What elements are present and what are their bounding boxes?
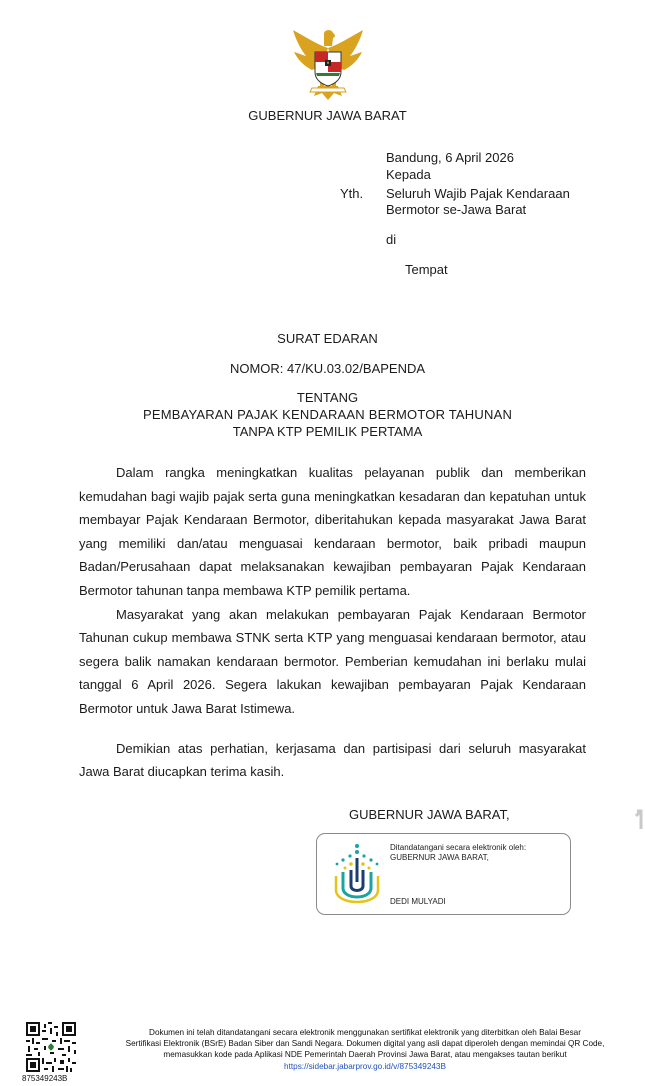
tentang-label: TENTANG bbox=[296, 390, 359, 405]
recipient-line-2: Bermotor se-Jawa Barat bbox=[386, 202, 527, 217]
letter-body bbox=[79, 461, 586, 784]
paragraph-3: Demikian atas perhatian, kerjasama dan partisipasi dari seluruh masyarakat Jawa Barat diucapkan terima kasih. bbox=[79, 740, 586, 780]
footer-verification-link[interactable]: https://sidebar.jabarprov.go.id/v/875349243B bbox=[284, 1061, 446, 1071]
esign-title: GUBERNUR JAWA BARAT, bbox=[390, 853, 489, 862]
recipient-line-1: Seluruh Wajib Pajak Kendaraan bbox=[386, 186, 570, 201]
qr-code-icon bbox=[26, 1022, 76, 1072]
signatory-title: GUBERNUR JAWA BARAT, bbox=[349, 807, 510, 822]
document-number: NOMOR: 47/KU.03.02/BAPENDA bbox=[229, 361, 426, 376]
tempat-label: Tempat bbox=[405, 262, 448, 277]
subject-line-2: TANPA KTP PEMILIK PERTAMA bbox=[232, 424, 423, 439]
page-edge-mark bbox=[632, 808, 645, 832]
qr-code-text: 875349243B bbox=[22, 1074, 68, 1083]
footer-line-3: memasukkan kode pada Aplikasi NDE Pemerintah Daerah Provinsi Jawa Barat, atau mengakses tautan berikut bbox=[163, 1050, 567, 1060]
kepada-label: Kepada bbox=[386, 167, 431, 182]
footer-line-2: Sertifikasi Elektronik (BSrE) Badan Siber dan Sandi Negara. Dokumen digital yang asli dapat diperoleh dengan memindai QR Code, bbox=[125, 1039, 605, 1049]
footer-line-1: Dokumen ini telah ditandatangani secara elektronik menggunakan sertifikat elektronik yang diterbitkan oleh Balai Besar bbox=[149, 1028, 581, 1037]
garuda-emblem-icon bbox=[288, 26, 368, 104]
bsre-logo-icon bbox=[331, 842, 383, 908]
letterhead-title: GUBERNUR JAWA BARAT bbox=[248, 108, 407, 123]
yth-label: Yth. bbox=[340, 186, 364, 201]
document-type: SURAT EDARAN bbox=[277, 331, 378, 346]
paragraph-1: Dalam rangka meningkatkan kualitas pelayanan publik dan memberikan kemudahan bagi wajib pajak serta guna meningkatkan kesadaran dan kepatuhan untuk membayar Pajak Kendaraan Bermotor, diberitahukan kepada masyarakat Jawa Barat yang memiliki dan/atau menguasai kendaraan bermotor, baik pribadi maupun Badan/Perusahaan dapat melaksanakan kewajiban pembayaran Pajak Kendaraan Bermotor tahunan tanpa membawa KTP pemilik pertama. bbox=[79, 465, 586, 598]
footer-disclaimer bbox=[100, 1027, 630, 1072]
di-label: di bbox=[386, 232, 397, 247]
esign-name: DEDI MULYADI bbox=[390, 897, 446, 906]
paragraph-2: Masyarakat yang akan melakukan pembayaran Pajak Kendaraan Bermotor Tahunan cukup membawa STNK serta KTP yang menguasai kendaraan bermotor, atau segera balik namakan kendaraan bermotor. Pemberian kemudahan ini berlaku mulai tanggal 6 April 2026. Segera lakukan kewajiban pembayaran Pajak Kendaraan Bermotor untuk Jawa Barat Istimewa. bbox=[79, 606, 586, 716]
subject-line-1: PEMBAYARAN PAJAK KENDARAAN BERMOTOR TAHUNAN bbox=[142, 407, 513, 422]
esign-caption: Ditandatangani secara elektronik oleh: bbox=[390, 843, 527, 852]
place-date: Bandung, 6 April 2026 bbox=[386, 150, 514, 165]
electronic-signature-box bbox=[316, 833, 571, 915]
